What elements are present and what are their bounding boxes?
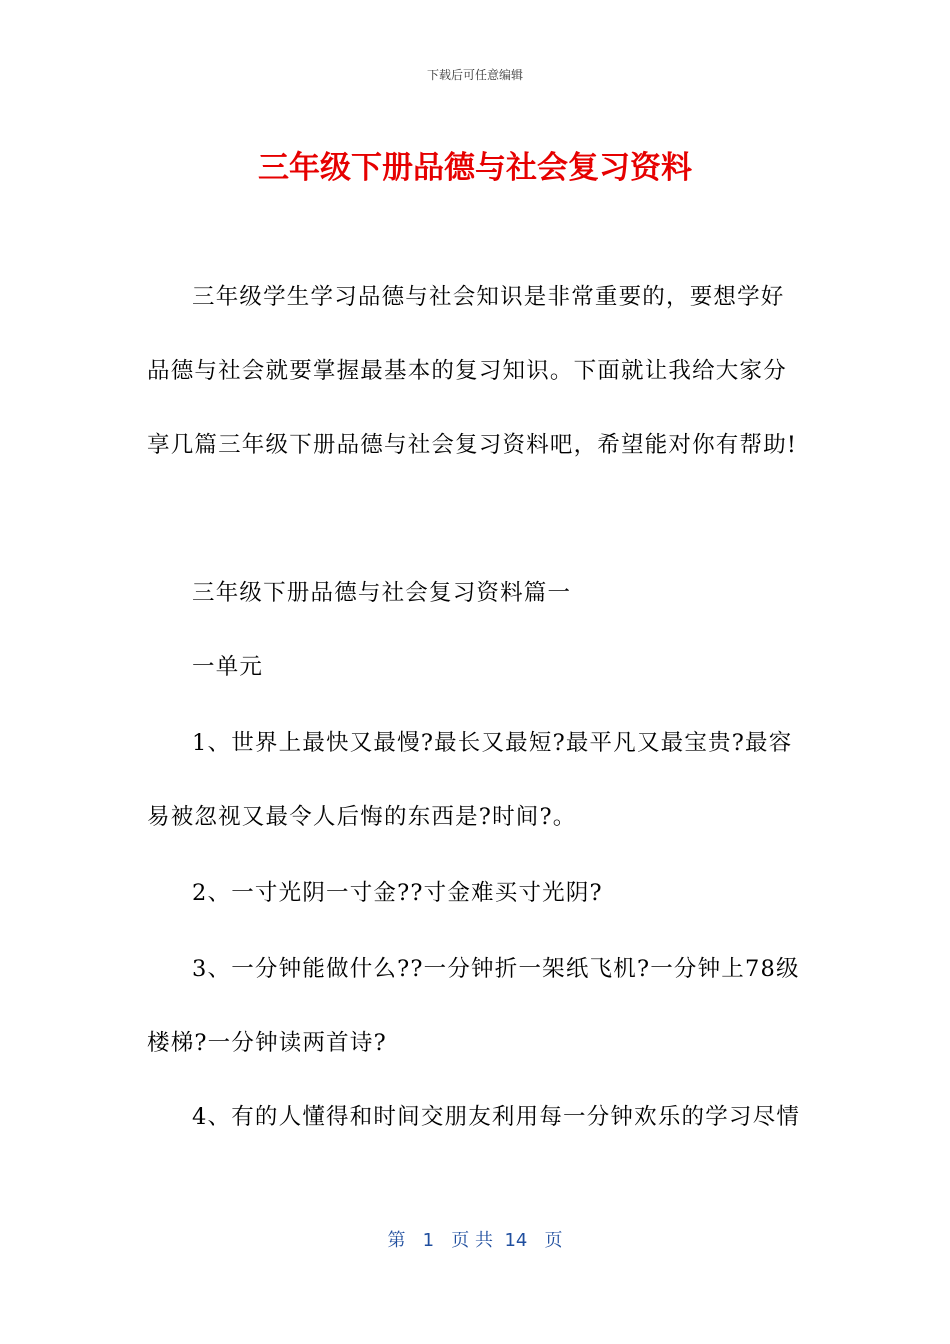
paragraph-line: 三年级学生学习品德与社会知识是非常重要的，要想学好 <box>192 284 785 310</box>
section-heading: 三年级下册品德与社会复习资料篇一 <box>192 580 572 606</box>
footer-suffix: 页 <box>544 1230 563 1251</box>
footer-prefix: 第 <box>387 1230 406 1251</box>
header-note: 下载后可任意编辑 <box>426 68 523 82</box>
footer-total-pages: 14 <box>504 1230 528 1251</box>
list-item: 2、一寸光阴一寸金??寸金难买寸光阴? <box>192 880 603 906</box>
list-item: 3、一分钟能做什么??一分钟折一架纸飞机?一分钟上78级 <box>192 956 800 982</box>
list-item-continuation: 楼梯?一分钟读两首诗? <box>147 1030 387 1056</box>
page-footer <box>0 1226 950 1252</box>
footer-middle: 页 共 <box>451 1230 493 1251</box>
unit-heading: 一单元 <box>192 654 264 680</box>
footer-page-number: 1 <box>422 1230 435 1251</box>
list-item: 4、有的人懂得和时间交朋友利用每一分钟欢乐的学习尽情 <box>192 1104 801 1130</box>
paragraph-line: 享几篇三年级下册品德与社会复习资料吧，希望能对你有帮助! <box>147 432 798 458</box>
list-item: 1、世界上最快又最慢?最长又最短?最平凡又最宝贵?最容 <box>192 730 793 756</box>
paragraph-line: 品德与社会就要掌握最基本的复习知识。下面就让我给大家分 <box>147 358 787 384</box>
list-item-continuation: 易被忽视又最令人后悔的东西是?时间?。 <box>147 804 577 830</box>
document-title: 三年级下册品德与社会复习资料 <box>258 150 692 186</box>
